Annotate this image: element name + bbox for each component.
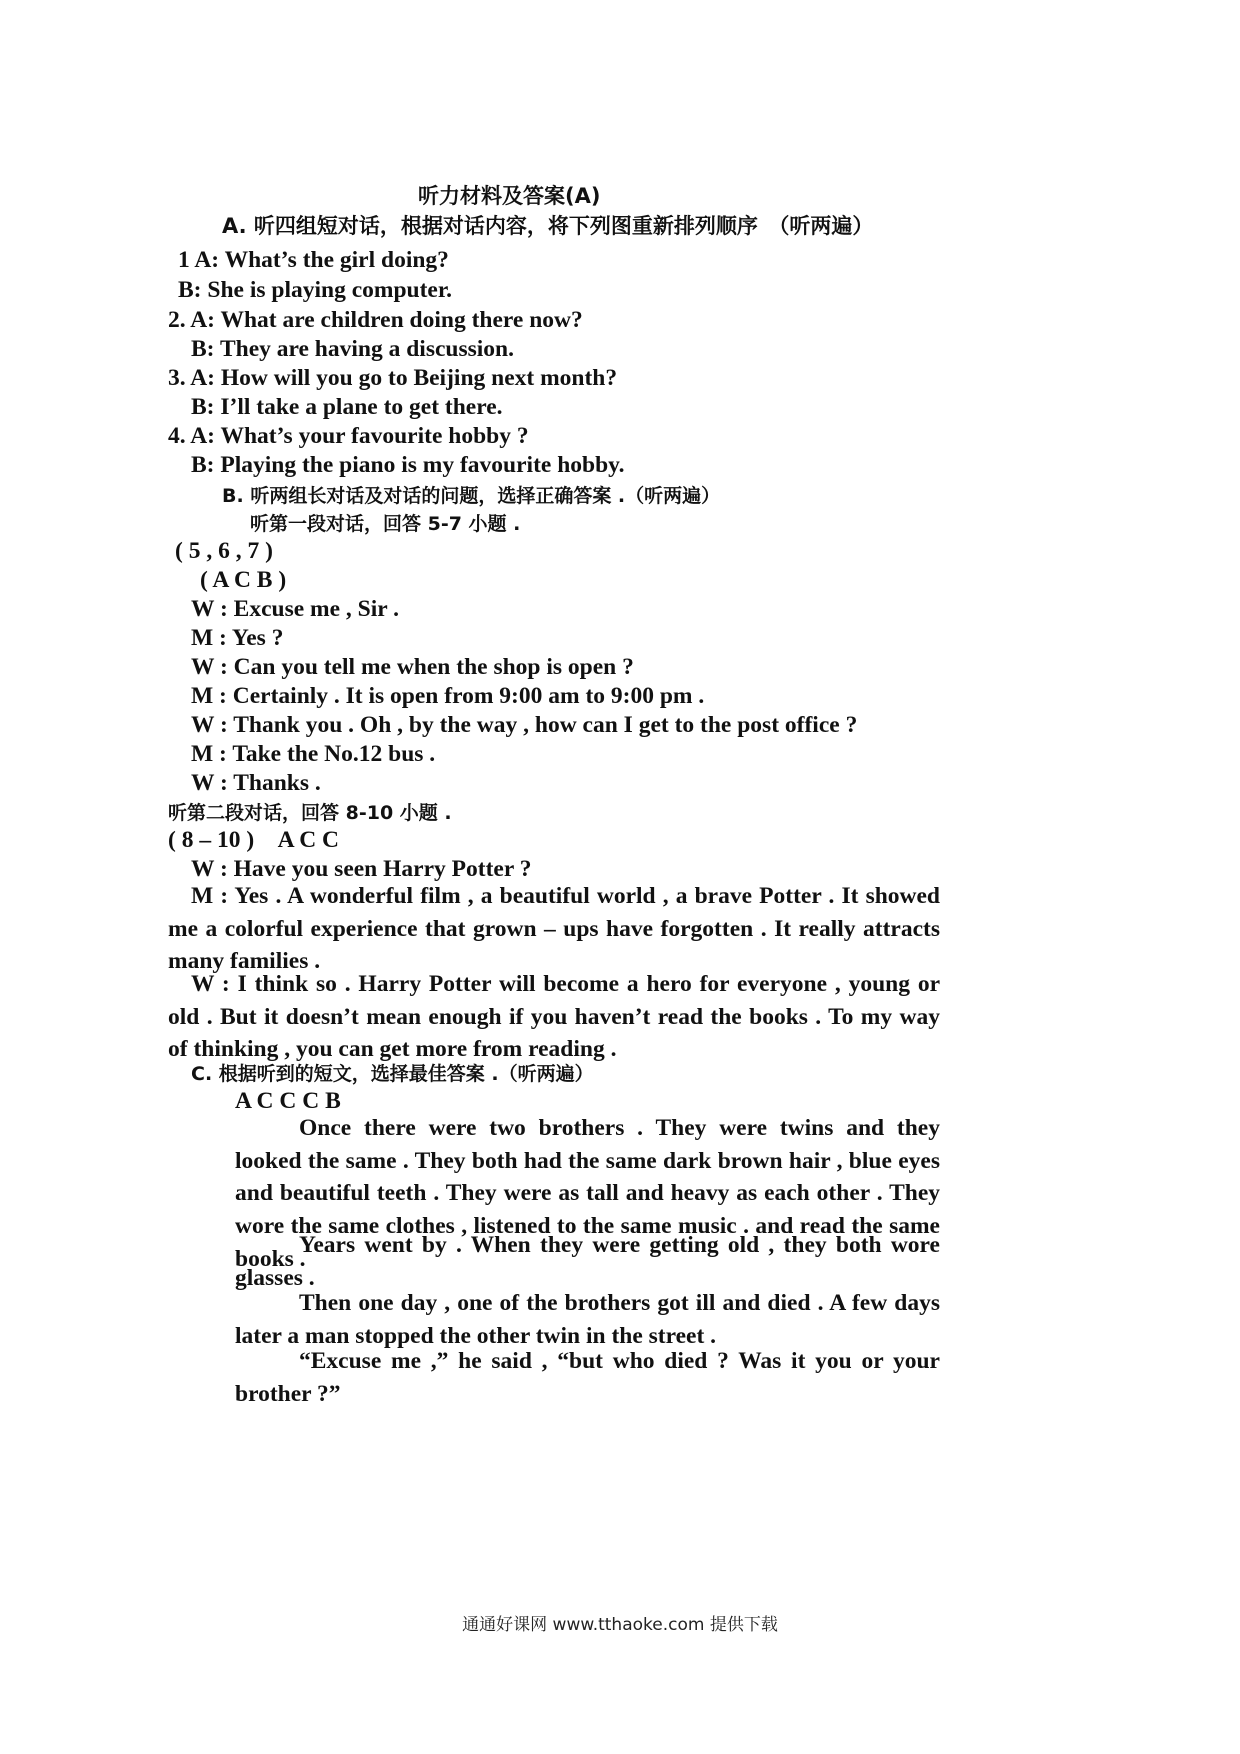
dialogue-line: 4. A: What’s your favourite hobby ?: [168, 423, 529, 449]
passage-paragraph: Years went by . When they were getting old , they both wore glasses .: [235, 1232, 940, 1291]
dialogue-line: W : Excuse me , Sir .: [191, 596, 400, 622]
dialogue-line: W : Thank you . Oh , by the way , how can I get to the post office ?: [191, 712, 858, 738]
passage-paragraph: “Excuse me ,” he said , “but who died ? Was it you or your brother ?”: [235, 1348, 940, 1407]
dialogue-line: W : Can you tell me when the shop is open ?: [191, 654, 634, 680]
dialogue-line: M : Take the No.12 bus .: [191, 741, 436, 767]
answer-key: A C C C B: [235, 1088, 341, 1114]
passage-paragraph: Once there were two brothers . They were twins and they looked the same . They both had the same dark brown hair , blue eyes and beautiful teeth . They were as tall and heavy as each other . They wore the same clothes , listened to the same music . and read the same books .: [235, 1115, 940, 1272]
dialogue-line: M : Certainly . It is open from 9:00 am to 9:00 pm .: [191, 683, 705, 709]
section-b-part2-heading: 听第二段对话，回答 8-10 小题 .: [168, 802, 452, 824]
section-a-heading: A. 听四组短对话，根据对话内容，将下列图重新排列顺序 （听两遍）: [222, 214, 874, 238]
dialogue-line: B: I’ll take a plane to get there.: [191, 394, 503, 420]
footer-source: 通通好课网 www.tthaoke.com 提供下载: [462, 1615, 778, 1635]
dialogue-line: B: They are having a discussion.: [191, 336, 514, 362]
section-b-heading: B. 听两组长对话及对话的问题，选择正确答案 .（听两遍）: [222, 485, 721, 507]
dialogue-line: 3. A: How will you go to Beijing next month?: [168, 365, 618, 391]
section-b-part1-heading: 听第一段对话，回答 5-7 小题 .: [250, 513, 521, 535]
dialogue-paragraph: W : I think so . Harry Potter will become a hero for everyone , young or old . But it doesn’t mean enough if you haven’t read the books . To my way of thinking , you can get more from reading .: [168, 971, 940, 1063]
dialogue-line: 1 A: What’s the girl doing?: [178, 247, 449, 273]
dialogue-line: M : Yes ?: [191, 625, 284, 651]
dialogue-line: 2. A: What are children doing there now?: [168, 307, 583, 333]
dialogue-line: B: Playing the piano is my favourite hobby.: [191, 452, 625, 478]
dialogue-line: W : Thanks .: [191, 770, 321, 796]
answer-key: ( 8 – 10 ) A C C: [168, 827, 340, 853]
dialogue-line: W : Have you seen Harry Potter ?: [191, 856, 532, 882]
section-c-heading: C. 根据听到的短文，选择最佳答案 .（听两遍）: [191, 1063, 594, 1085]
dialogue-line: B: She is playing computer.: [178, 277, 452, 303]
document-title: 听力材料及答案(A): [418, 184, 601, 208]
passage-paragraph: Then one day , one of the brothers got ill and died . A few days later a man stopped the other twin in the street .: [235, 1290, 940, 1349]
dialogue-paragraph: M : Yes . A wonderful film , a beautiful world , a brave Potter . It showed me a colorful experience that grown – ups have forgotten . It really attracts many families .: [168, 883, 940, 975]
question-numbers: ( 5 , 6 , 7 ): [175, 538, 273, 564]
answer-key: ( A C B ): [200, 567, 287, 593]
